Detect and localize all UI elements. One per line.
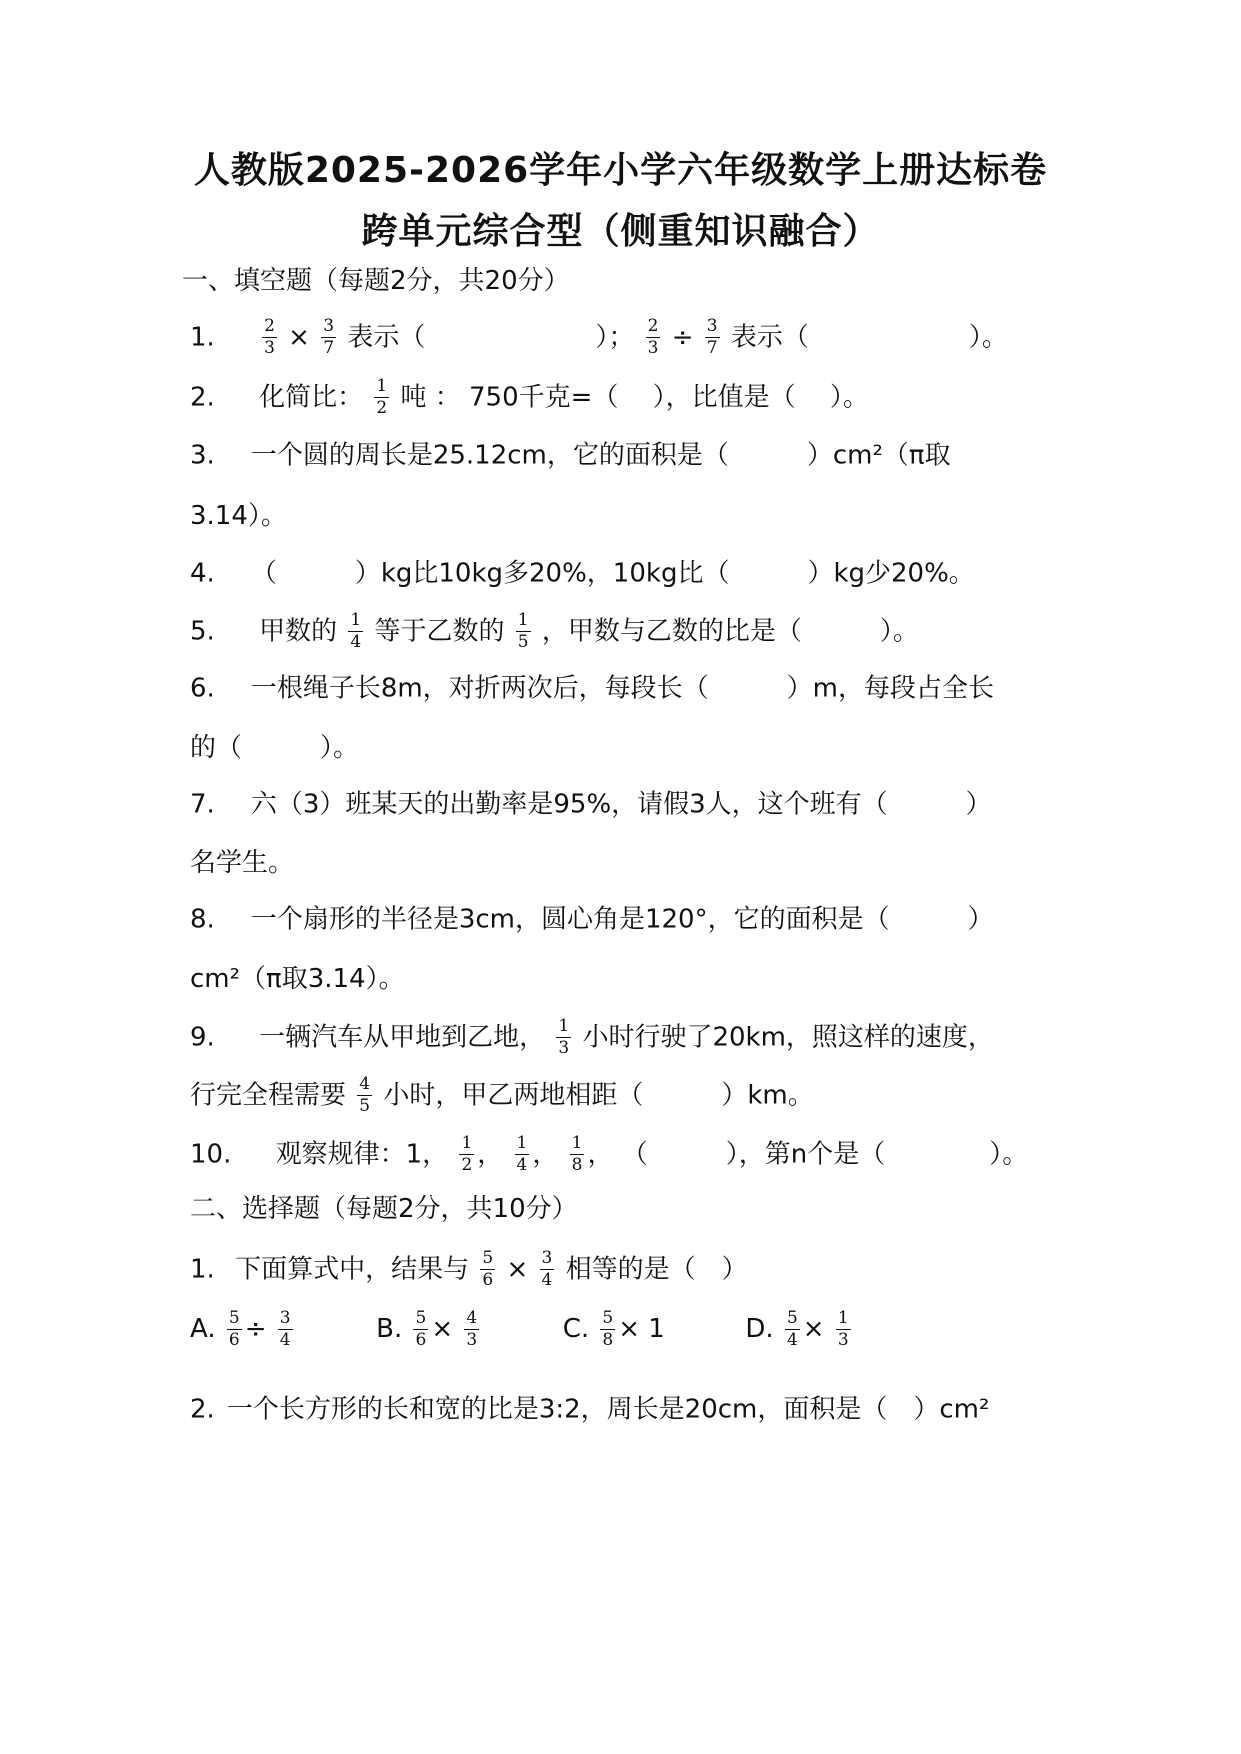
question-1-10: 10. 观察规律：1， $\frac{1}{2}$ ， $\frac{1}{4}$ ， $\frac{1}{8}$ ， （ ），第n个是（ ）。: [190, 1133, 1029, 1175]
page-title: 人教版2025-2026学年小学六年级数学上册达标卷: [193, 150, 1048, 191]
fraction: $\frac{3}{4}$: [541, 1248, 553, 1290]
question-text: ）；: [595, 322, 635, 353]
question-2-1: [190, 1250, 1090, 1289]
question-text: 六（3）班某天的出勤率是95%，请假3人，这个班有（ ）: [250, 789, 992, 820]
option-letter: A.: [190, 1314, 216, 1344]
section-heading-multiple-choice: 二、选择题（每题2分，共10分）: [190, 1194, 578, 1224]
question-number: 4.: [190, 558, 215, 589]
fraction: $\frac{1}{3}$: [837, 1308, 849, 1350]
question-text: 小时行驶了20km，照这样的速度，: [582, 1022, 994, 1053]
question-1-6-continued: 的（ ）。: [190, 733, 360, 763]
option-c: C. $\frac{5}{8}$ × 1: [562, 1308, 665, 1350]
times-sign: ×: [288, 322, 310, 353]
fraction: $\frac{5}{6}$: [228, 1308, 240, 1350]
question-1-3: [190, 442, 1090, 469]
question-text: 小时，甲乙两地相距（ ）km。: [383, 1080, 814, 1111]
question-1-5: [190, 612, 1090, 651]
fraction: $\frac{5}{6}$: [415, 1308, 427, 1350]
question-text: （ ）kg比10kg多20%，10kg比（ ）kg少20%。: [250, 558, 975, 589]
question-1-9: [190, 1018, 1090, 1057]
question-text: 甲数的: [259, 616, 338, 647]
fraction: $\frac{5}{8}$: [602, 1308, 614, 1350]
question-2-2: [190, 1396, 1090, 1423]
question-number: 7.: [190, 789, 215, 820]
option-a: A. $\frac{5}{6}$ ÷ $\frac{3}{4}$: [190, 1308, 291, 1350]
fraction: $\frac{4}{3}$: [466, 1308, 478, 1350]
option-letter: B.: [376, 1314, 403, 1344]
question-text: 等于乙数的: [374, 616, 505, 647]
fraction: $\frac{3}{4}$: [279, 1308, 291, 1350]
question-text: 相等的是（ ）: [565, 1254, 748, 1285]
question-text: 一根绳子长8m，对折两次后，每段长（ ）m，每段占全长: [250, 673, 995, 704]
fraction: $\frac{1}{4}$: [516, 1133, 528, 1175]
question-text: 一个扇形的半径是3cm，圆心角是120°，它的面积是（ ）: [250, 904, 994, 935]
question-text: 一个圆的周长是25.12cm，它的面积是（ ）cm²（π取: [250, 440, 951, 471]
fraction: $\frac{2}{3}$: [264, 316, 275, 358]
option-d: D. $\frac{5}{4}$ × $\frac{1}{3}$: [745, 1308, 849, 1350]
question-text: 下面算式中，结果与: [235, 1254, 470, 1285]
question-text: 表示（: [730, 322, 809, 353]
fraction: $\frac{3}{7}$: [706, 316, 718, 358]
option-letter: D.: [745, 1314, 774, 1344]
question-number: 1.: [190, 322, 215, 353]
fraction: $\frac{1}{5}$: [517, 610, 529, 652]
fraction: $\frac{4}{5}$: [359, 1074, 371, 1116]
question-number: 5.: [190, 616, 215, 647]
question-1-7-continued: 名学生。: [190, 848, 295, 878]
page-subtitle: 跨单元综合型（侧重知识融合）: [361, 211, 880, 252]
fraction: $\frac{1}{2}$: [376, 376, 388, 418]
question-1-9-continued: [190, 1076, 1090, 1115]
section-heading-fill-in: 一、填空题（每题2分，共20分）: [182, 266, 570, 296]
question-1-8: [190, 906, 1090, 933]
fraction: $\frac{5}{4}$: [786, 1308, 798, 1350]
question-1-7: [190, 791, 1090, 818]
question-number: 8.: [190, 904, 215, 935]
question-number: 9.: [190, 1022, 215, 1053]
question-text: 观察规律：1，: [275, 1139, 449, 1170]
question-text: 吨 ： 750千克=（ ），比值是（ ）。: [400, 382, 869, 413]
fraction: $\frac{1}{3}$: [558, 1016, 570, 1058]
fraction: $\frac{1}{4}$: [350, 610, 362, 652]
question-text: 表示（: [347, 322, 426, 353]
question-text: ，甲数与乙数的比是（ ）。: [541, 616, 919, 647]
fraction: $\frac{2}{3}$: [647, 316, 659, 358]
question-1-8-continued: cm²（π取3.14）。: [190, 964, 405, 994]
question-1-2: [190, 378, 1090, 417]
fraction: $\frac{3}{7}$: [323, 316, 335, 358]
question-1-6: [190, 675, 1090, 702]
option-b: B. $\frac{5}{6}$ × $\frac{4}{3}$: [376, 1308, 478, 1350]
fraction: $\frac{5}{6}$: [482, 1248, 494, 1290]
question-number: 10.: [190, 1139, 232, 1170]
fraction: $\frac{1}{8}$: [571, 1133, 583, 1175]
question-1-4: [190, 560, 1090, 587]
question-text: 一个长方形的长和宽的比是3:2，周长是20cm，面积是（ ）cm²: [226, 1394, 990, 1425]
option-letter: C.: [562, 1314, 590, 1344]
answer-options: [190, 1310, 1090, 1349]
divide-sign: ÷: [671, 322, 694, 353]
times-sign: ×: [506, 1254, 529, 1285]
fraction: $\frac{1}{2}$: [461, 1133, 473, 1175]
question-number: 1.: [190, 1254, 215, 1285]
question-number: 2.: [190, 382, 215, 413]
question-number: 2.: [190, 1394, 215, 1425]
question-text: 一辆汽车从甲地到乙地，: [259, 1022, 546, 1053]
question-number: 6.: [190, 673, 215, 704]
question-text: 化简比：: [259, 382, 364, 413]
question-number: 3.: [190, 440, 215, 471]
question-1-1: [190, 318, 1090, 357]
question-text: ）。: [968, 322, 1008, 353]
question-1-3-continued: 3.14）。: [190, 501, 287, 531]
question-text: 行完全程需要: [190, 1080, 347, 1111]
question-text: （ ），第n个是（ ）。: [621, 1139, 1029, 1170]
